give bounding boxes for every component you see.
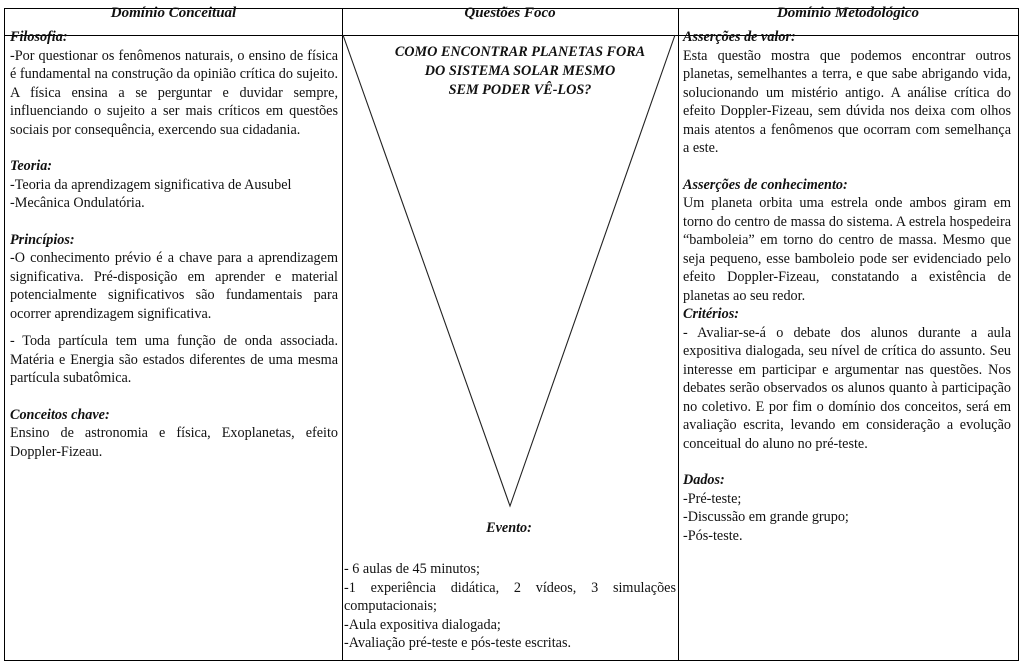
v-shape-lines: [343, 35, 675, 506]
principle-item: -O conhecimento prévio é a chave para a aprendizagem significativa. Pré-disposição em aprender e material potencialmente significativos são fundamentais para ocorrer aprendizagem significativa.: [10, 250, 338, 322]
event-item: -1 experiência didática, 2 vídeos, 3 simulações computacionais;: [344, 579, 676, 614]
header-conceptual: Domínio Conceitual: [110, 5, 237, 21]
theory-title: Teoria:: [10, 158, 53, 174]
data-item: -Discussão em grande grupo;: [683, 509, 849, 525]
focus-question-line: COMO ENCONTRAR PLANETAS FORA: [394, 44, 646, 60]
focus-question-line: DO SISTEMA SOLAR MESMO: [424, 63, 616, 79]
philosophy-text: -Por questionar os fenômenos naturais, o ensino de física é fundamental na construção da opinião crítica do sujeito. A física ensina a se perguntar e duvidar sempre, influenciando o sujeito a ser mais críticos em questões sociais por consequência, exercendo sua cidadania.: [10, 47, 338, 138]
concepts-text: Ensino de astronomia e física, Exoplanetas, efeito Doppler-Fizeau.: [10, 425, 338, 460]
event-list: [344, 560, 676, 653]
header-focus: Questões Foco: [464, 5, 556, 21]
header-methodological: Domínio Metodológico: [776, 5, 920, 21]
principle-item: - Toda partícula tem uma função de onda associada. Matéria e Energia são estados diferentes de uma mesma partícula subatômica.: [10, 333, 338, 386]
event-item: - 6 aulas de 45 minutos;: [344, 561, 480, 577]
event-item: -Aula expositiva dialogada;: [344, 616, 501, 633]
value-assertions-title: Asserções de valor:: [683, 29, 796, 45]
focus-question-line: SEM PODER VÊ-LOS?: [448, 82, 592, 98]
knowledge-assertions-text: Um planeta orbita uma estrela onde ambos giram em torno do centro de massa do sistema. A estrela hospedeira “bamboleia” em torno do centro de massa. Mesmo que seja pequeno, esse bamboleio pode ser evidenciado pelo efeito Doppler-Fizeau, constatando a existência de planetas ao seu redor.: [683, 195, 1011, 304]
theory-item: -Mecânica Ondulatória.: [10, 195, 145, 211]
philosophy-title: Filosofia:: [10, 29, 68, 45]
criteria-title: Critérios:: [683, 306, 739, 322]
focus-question: [355, 43, 685, 100]
data-item: -Pós-teste.: [683, 527, 743, 544]
theory-item: -Teoria da aprendizagem significativa de Ausubel: [10, 176, 292, 193]
methodological-column: [683, 28, 1011, 545]
value-assertions-text: Esta questão mostra que podemos encontrar outros planetas, semelhantes a terra, e que sabe abrigando vida, solucionando um mistério antigo. A análise crítica do efeito Doppler-Fizeau, sem dúvida nos deixa com olhos mais atentos a fenômenos que ocorram com semelhança a este.: [683, 47, 1011, 156]
conceptual-column: [10, 28, 338, 461]
criteria-text: - Avaliar-se-á o debate dos alunos durante a aula expositiva dialogada, seu nível de crítica do assunto. Seu interesse em participar e argumentar nas questões. Nos debates serão observados os alunos quanto à participação no coletivo. E por fim o domínio dos conceitos, será em avaliação escrita, levando em consideração a evolução conceitual do aluno no pré-teste.: [683, 324, 1011, 452]
data-item: -Pré-teste;: [683, 490, 742, 507]
concepts-title: Conceitos chave:: [10, 406, 110, 423]
principles-title: Princípios:: [10, 231, 75, 248]
event-title: Evento:: [486, 520, 532, 536]
event-item: -Avaliação pré-teste e pós-teste escritas.: [344, 635, 572, 651]
knowledge-assertions-title: Asserções de conhecimento:: [683, 176, 848, 193]
data-title: Dados:: [683, 472, 725, 488]
